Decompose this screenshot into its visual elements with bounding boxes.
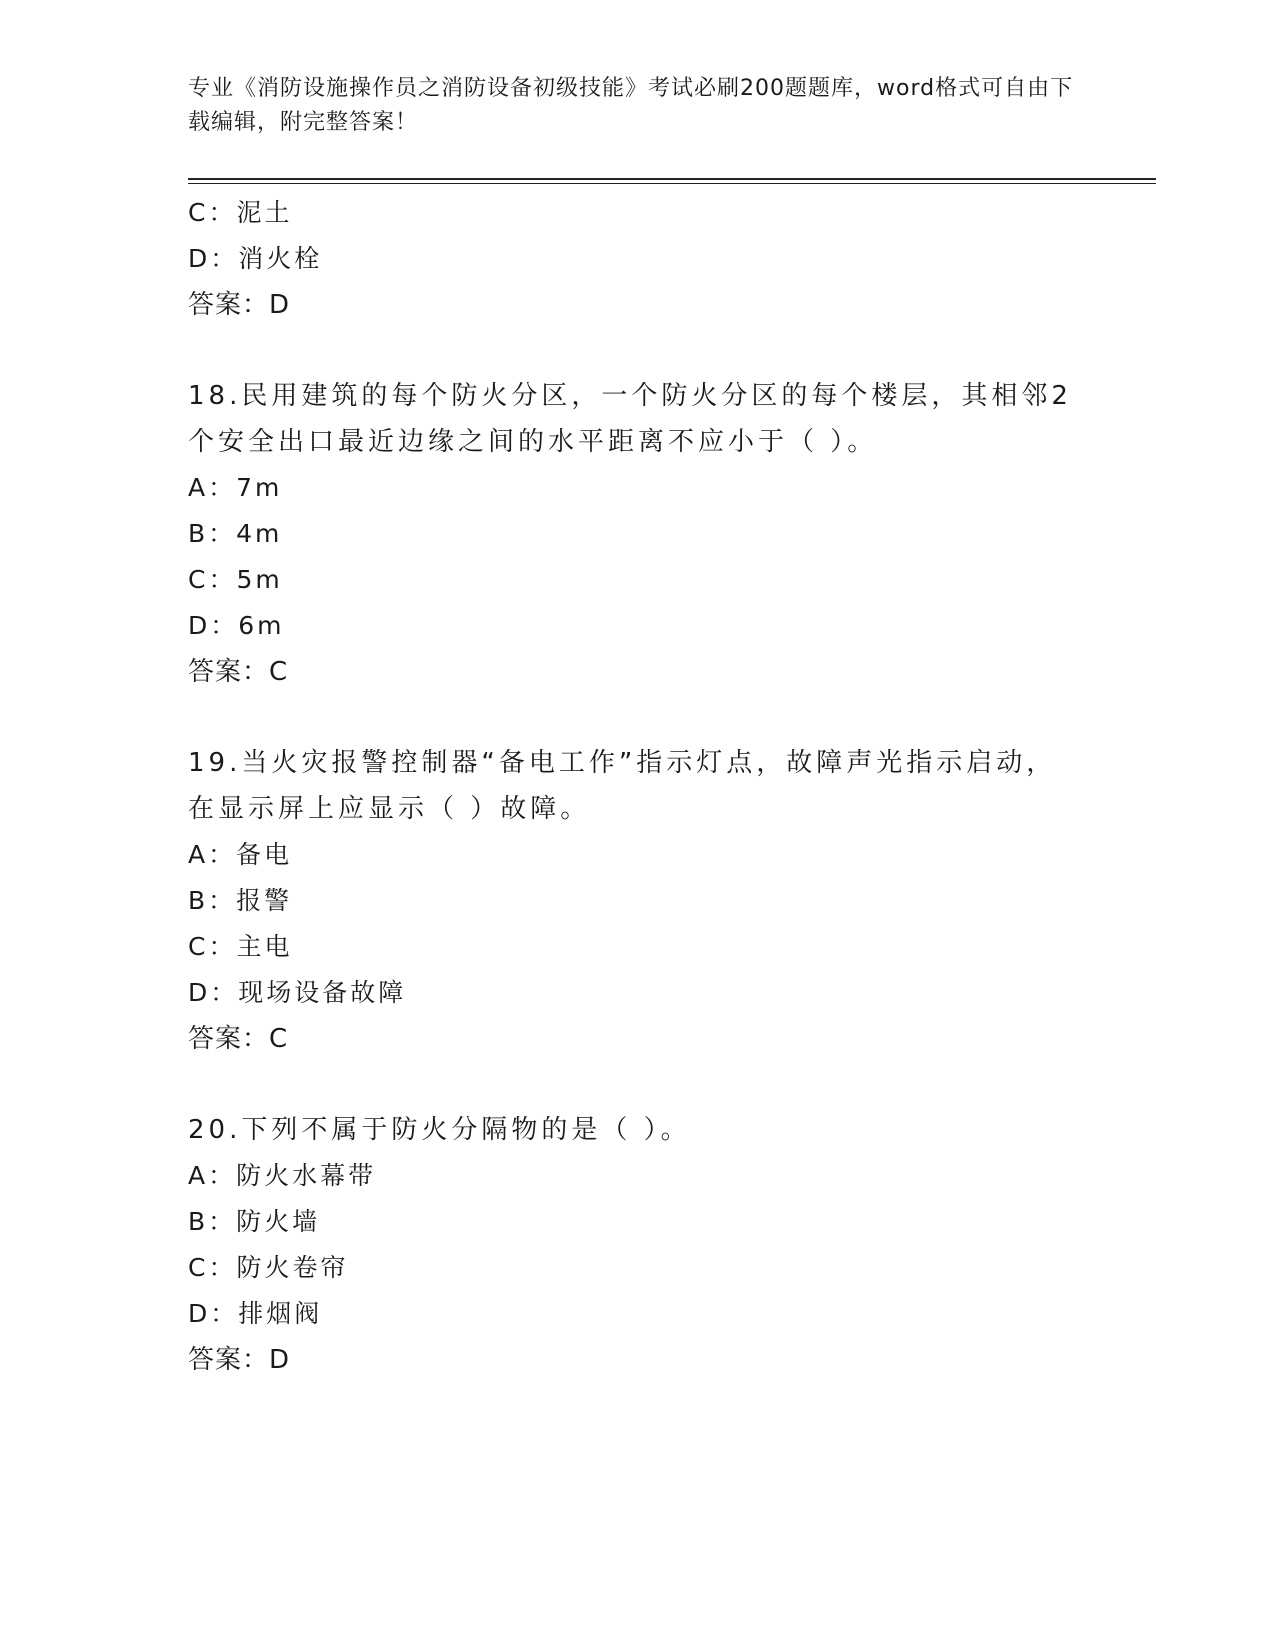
option-d: [188, 603, 1078, 649]
option-label: A：: [188, 840, 237, 869]
answer-label: 答案：: [188, 290, 270, 320]
answer-value: D: [269, 1345, 291, 1375]
option-label: D：: [188, 1299, 239, 1328]
option-text: 5m: [236, 565, 283, 594]
option-text: 报警: [236, 886, 293, 915]
option-label: C：: [188, 565, 237, 594]
option-text: 防火卷帘: [236, 1253, 349, 1282]
option-text: 防火墙: [236, 1207, 321, 1236]
option-label: A：: [188, 473, 237, 502]
option-c: [188, 924, 1078, 970]
option-d: [188, 236, 1078, 282]
option-c: [188, 1245, 1078, 1291]
option-label: B：: [188, 519, 237, 548]
option-label: C：: [188, 1253, 237, 1282]
document-header: [188, 72, 1078, 140]
answer-label: 答案：: [188, 1024, 270, 1054]
question-text: 19.当火灾报警控制器“备电工作”指示灯点，故障声光指示启动，在显示屏上应显示（ ）故障。: [188, 748, 1057, 824]
answer-label: 答案：: [188, 657, 270, 687]
question-text: 20.下列不属于防火分隔物的是（ ）。: [188, 1115, 691, 1145]
option-label: D：: [188, 978, 239, 1007]
question-text: 18.民用建筑的每个防火分区，一个防火分区的每个楼层，其相邻2个安全出口最近边缘之间的水平距离不应小于（ ）。: [188, 381, 1072, 457]
answer-line: [188, 1016, 1078, 1062]
question-20: [188, 1107, 1078, 1383]
option-label: C：: [188, 198, 237, 227]
answer-label: 答案：: [188, 1345, 270, 1375]
option-a: [188, 1153, 1078, 1199]
option-label: B：: [188, 1207, 237, 1236]
option-b: [188, 878, 1078, 924]
option-label: D：: [188, 611, 239, 640]
answer-value: C: [269, 657, 289, 687]
option-text: 7m: [236, 473, 283, 502]
answer-line: [188, 282, 1078, 328]
option-d: [188, 1291, 1078, 1337]
answer-value: D: [269, 290, 291, 320]
option-b: [188, 511, 1078, 557]
option-text: 4m: [236, 519, 283, 548]
option-text: 消火栓: [238, 244, 323, 273]
header-rule-thin: [188, 183, 1156, 184]
option-text: 现场设备故障: [238, 978, 407, 1007]
answer-value: C: [269, 1024, 289, 1054]
option-label: B：: [188, 886, 237, 915]
option-a: [188, 832, 1078, 878]
option-text: 备电: [236, 840, 293, 869]
question-18: [188, 373, 1078, 695]
header-rule-thick: [188, 178, 1156, 180]
answer-line: [188, 649, 1078, 695]
option-text: 6m: [238, 611, 285, 640]
option-c: [188, 557, 1078, 603]
option-text: 排烟阀: [238, 1299, 323, 1328]
option-d: [188, 970, 1078, 1016]
answer-line: [188, 1337, 1078, 1383]
option-b: [188, 1199, 1078, 1245]
option-label: C：: [188, 932, 237, 961]
option-a: [188, 465, 1078, 511]
option-text: 泥土: [236, 198, 293, 227]
option-text: 主电: [236, 932, 293, 961]
question-19: [188, 740, 1078, 1062]
option-label: A：: [188, 1161, 237, 1190]
option-text: 防火水幕带: [236, 1161, 377, 1190]
document-body: [188, 190, 1078, 1383]
question-17-fragment: [188, 190, 1078, 328]
option-c: [188, 190, 1078, 236]
option-label: D：: [188, 244, 239, 273]
header-title: 专业《消防设施操作员之消防设备初级技能》考试必刷200题题库，word格式可自由下载编辑，附完整答案！: [188, 76, 1074, 135]
